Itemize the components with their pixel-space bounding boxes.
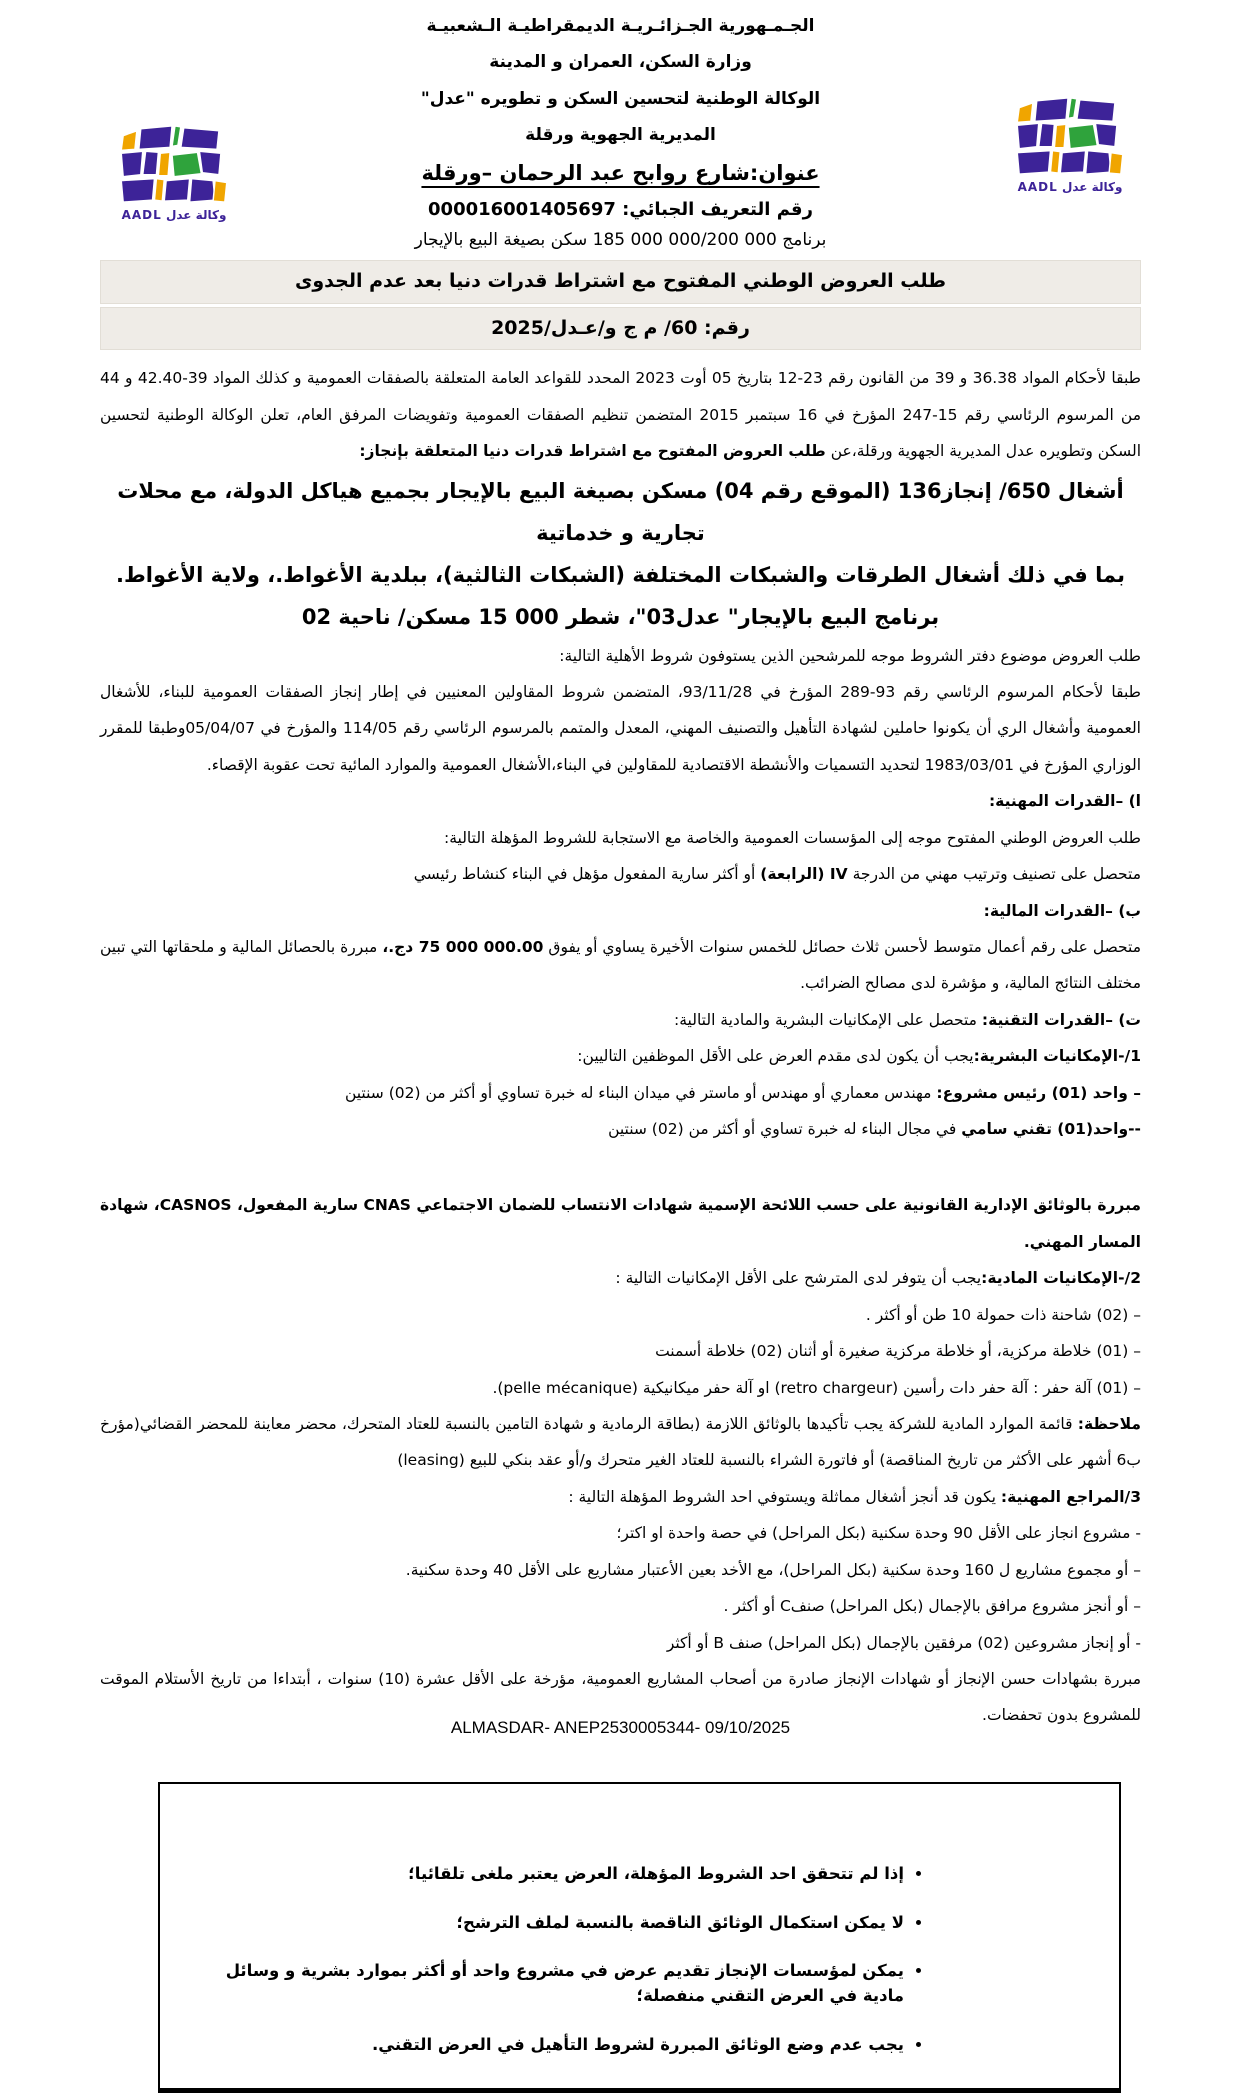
document-body: [100, 360, 1141, 1734]
references-title: [100, 1479, 1141, 1515]
tender-subject-lead: طلب العروض المفتوح مع اشتراط قدرات دنيا المتعلقة بإنجاز:: [359, 442, 826, 461]
reference-item-90-units: - مشروع انجاز على الأقل 90 وحدة سكنية (بكل المراحل) في حصة واحدة او اكتر؛: [616, 1524, 1141, 1543]
hr-item-project-manager: [100, 1075, 1141, 1111]
human-resources-title: [100, 1038, 1141, 1074]
reference-item-160-units: – أو مجموع مشاريع ل 160 وحدة سكنية (بكل المراحل)، مع الأخد بعين الأعتبار مشاريع على الأقل 40 وحدة سكنية.: [405, 1560, 1141, 1579]
document-header: [100, 16, 1141, 250]
tax-id-line: رقم التعريف الجبائي: 000016001405697: [428, 199, 813, 220]
classification-pre: متحصل على تصنيف وترتيب مهني من الدرجة: [847, 865, 1141, 884]
classification-grade: IV (الرابعة): [760, 865, 848, 884]
references-justification: مبررة بشهادات حسن الإنجاز أو شهادات الإنجاز صادرة من أصحاب المشاريع العمومية، مؤرخة على الأقل عشرة (10) سنوات ، أبتداءا من تاريخ الأستلام الموقت للمشروع بدون تحفضات.: [100, 1669, 1141, 1725]
aadl-logo-icon: [1004, 92, 1136, 178]
legal-basis-text: طبقا لأحكام المواد 36.38 و 39 من القانون رقم 23-12 بتاريخ 05 أوت 2023 المحدد للقواعد العامة المتعلقة بالصفقات العمومية و كذلك المواد 39-42.40 و 44 من المرسوم الرئاسي رقم 15-247 المؤرخ في 16 سبتمبر 2015 المتضمن تنظيم الصفقات العمومية وتفويضات المرفق العام، تعلن الوكالة الوطنية لتحسين السكن وتطويره عدل المديرية الجهوية ورقلة،عن: [100, 369, 1141, 461]
hr-justification: مبررة بالوثائق الإدارية القانونية على حسب اللائحة الإسمية شهادات الانتساب للضمان الاجتماعي CNAS سارية المفعول، CASNOS، شهادة المسار المهني.: [100, 1196, 1141, 1251]
turnover-amount: 000.00 000 75 دج.،: [382, 937, 544, 956]
conditions-list: [180, 1862, 1064, 2058]
tender-notice-box: [100, 260, 1141, 350]
agency-title: الوكالة الوطنية لتحسين السكن و تطويره "عدل": [420, 88, 821, 109]
human-resources-label: 1/-الإمكانيات البشرية:: [973, 1047, 1141, 1066]
regional-directorate: المديرية الجهوية ورقلة: [525, 124, 716, 145]
ministry-title: وزارة السكن، العمران و المدينة: [489, 52, 752, 73]
conditions-box: [158, 1782, 1121, 2093]
references-label: 3/المراجع المهنية:: [1000, 1487, 1141, 1506]
condition-item: • يمكن لمؤسسات الإنجاز تقديم عرض في مشروع واحد أو أكثر بموارد بشرية و وسائل مادية في العرض التقني منفصلة؛: [180, 1959, 904, 2009]
aadl-logo-icon: [108, 120, 240, 206]
aadl-logo-right: [1004, 92, 1136, 194]
material-item-truck: – (02) شاحنة ذات حمولة 10 طن أو أكثر .: [865, 1305, 1141, 1324]
reference-item-class-c: – أو أنجز مشروع مرافق بالإجمال (بكل المراحل) صنفC أو أكثر .: [723, 1597, 1141, 1616]
material-resources-rest: يجب أن يتوفر لدى المترشح على الأقل الإمكانيات التالية :: [615, 1269, 982, 1288]
aadl-logo-caption: وكالة عدل AADL: [1017, 180, 1123, 194]
section-b-title: ب) –القدرات المالية:: [983, 901, 1141, 920]
material-item-mixer: – (01) خلاطة مركزية، أو خلاطة مركزية صغيرة أو أثنان (02) خلاطة أسمنت: [655, 1342, 1141, 1361]
republic-title: الجـمـهورية الجـزائـريـة الديمقراطيـة الـشعبيـة: [426, 16, 815, 36]
legal-basis-paragraph: [100, 360, 1141, 469]
material-note: [100, 1406, 1141, 1479]
eligibility-intro: طلب العروض موضوع دفتر الشروط موجه للمرشحين الذين يستوفون شروط الأهلية التالية:: [559, 646, 1141, 665]
material-resources-label: 2/-الإمكانيات المادية:: [981, 1269, 1141, 1288]
hr-item2-label: --واحد(01) تقني سامي: [961, 1120, 1141, 1139]
hr-item1-rest: مهندس معماري أو مهندس أو ماستر في ميدان البناء له خبرة تساوي أو أكثر من (02) سنتين: [344, 1083, 937, 1102]
hr-item-senior-technician: [100, 1111, 1141, 1147]
aadl-logo-left: [108, 120, 240, 222]
classification-post: أو أكثر سارية المفعول مؤهل في البناء كنشاط رئيسي: [413, 865, 761, 884]
section-b-text: [100, 929, 1141, 1002]
condition-item: • لا يمكن استكمال الوثائق الناقصة بالنسبة لملف الترشح؛: [180, 1911, 904, 1936]
section-a-title: ا) –القدرات المهنية:: [988, 792, 1141, 811]
tender-notice-number: رقم: 60/ م ج و/عـدل/2025: [100, 307, 1141, 351]
note-label: ملاحظة:: [1077, 1414, 1141, 1433]
condition-item: • إذا لم تتحقق احد الشروط المؤهلة، العرض يعتبر ملغى تلقائيا؛: [180, 1862, 904, 1887]
material-item-excavator: – (01) آلة حفر : آلة حفر دات رأسين (retro chargeur) او آلة حفر ميكانيكية (pelle mécanique).: [492, 1378, 1141, 1397]
project-description-line1: أشغال 650/ إنجاز136 (الموقع رقم 04) مسكن بصيغة البيع بالإيجار بجميع هياكل الدولة، مع محلات تجارية و خدماتية: [117, 478, 1124, 545]
tender-notice-title: طلب العروض الوطني المفتوح مع اشتراط قدرات دنيا بعد عدم الجدوى: [100, 260, 1141, 304]
condition-item: • يجب عدم وضع الوثائق المبررة لشروط التأهيل في العرض التقني.: [180, 2033, 904, 2058]
references-rest: يكون قد أنجز أشغال مماثلة ويستوفي احد الشروط المؤهلة التالية :: [568, 1487, 1001, 1506]
project-description-line2: بما في ذلك أشغال الطرقات والشبكات المختلفة (الشبكات الثالثية)، ببلدية الأغواط.، ولاية الأغواط.: [116, 562, 1125, 587]
hr-item1-label: – واحد (01) رئيس مشروع:: [936, 1083, 1141, 1102]
reference-item-class-b: - أو إنجاز مشروعين (02) مرفقين بالإجمال (بكل المراحل) صنف B أو أكثر: [666, 1633, 1141, 1652]
section-a-line2: [100, 856, 1141, 892]
section-c-rest: متحصل على الإمكانيات البشرية والمادية التالية:: [674, 1010, 982, 1029]
turnover-pre: متحصل على رقم أعمال متوسط لأحسن ثلاث حصائل للخمس سنوات الأخيرة يساوي أو يفوق: [543, 937, 1141, 956]
decree-paragraph: طبقا لأحكام المرسوم الرئاسي رقم 93-289 المؤرخ في 93/11/28، المتضمن شروط المقاولين المعنيين في إطار إنجاز الصفقات العمومية للبناء، للأشغال العمومية وأشغال الري أن يكونوا حاملين لشهادة التأهيل والتصنيف المهني، المعدل والمتمم بالمرسوم الرئاسي رقم 114/05 والمؤرخ في 05/04/07وطبقا للمقرر الوزاري المؤرخ في 1983/03/01 لتحديد التسميات والأنشطة الاقتصادية للمقاولين في البناء،الأشغال العمومية والموارد المائية تحت عقوبة الإقصاء.: [100, 682, 1141, 774]
aadl-logo-caption: وكالة عدل AADL: [121, 208, 227, 222]
note-rest: قائمة الموارد المادية للشركة يجب تأكيدها بالوثائق اللازمة (بطاقة الرمادية و شهادة التامين بالنسبة للعتاد المتحرك، محضر معاينة للمحضر القضائي(مؤرخ ب6 أشهر على الأكثر من تاريخ المناقصة) أو فاتورة الشراء بالنسبة للعتاد الغير متحرك و/أو عقد بنكي للبيع (leasing): [100, 1414, 1141, 1470]
human-resources-rest: يجب أن يكون لدى مقدم العرض على الأقل الموظفين التاليين:: [577, 1047, 974, 1066]
hr-item2-rest: في مجال البناء له خبرة تساوي أو أكثر من (02) سنتين: [608, 1120, 962, 1139]
section-c-title: [100, 1002, 1141, 1038]
material-resources-title: [100, 1260, 1141, 1296]
section-c-label: ت) –القدرات التقنية:: [981, 1010, 1141, 1029]
anep-footer: ALMASDAR- ANEP2530005344- 09/10/2025: [450, 1718, 791, 1737]
agency-address: عنوان:شارع روابح عبد الرحمان –ورقلة: [421, 161, 820, 185]
turnover-post: مبررة بالحصائل المالية و ملحقاتها التي تبين مختلف النتائج المالية، و مؤشرة لدى مصالح الضرائب.: [100, 937, 1141, 993]
program-line: برنامج 000 000/200 000 185 سكن بصيغة البيع بالإيجار: [414, 230, 827, 250]
section-a-line1: طلب العروض الوطني المفتوح موجه إلى المؤسسات العمومية والخاصة مع الاستجابة للشروط المؤهلة التالية:: [443, 828, 1141, 847]
project-description-line3: برنامج البيع بالإيجار" عدل03"، شطر 000 15 مسكن/ ناحية 02: [301, 604, 940, 629]
